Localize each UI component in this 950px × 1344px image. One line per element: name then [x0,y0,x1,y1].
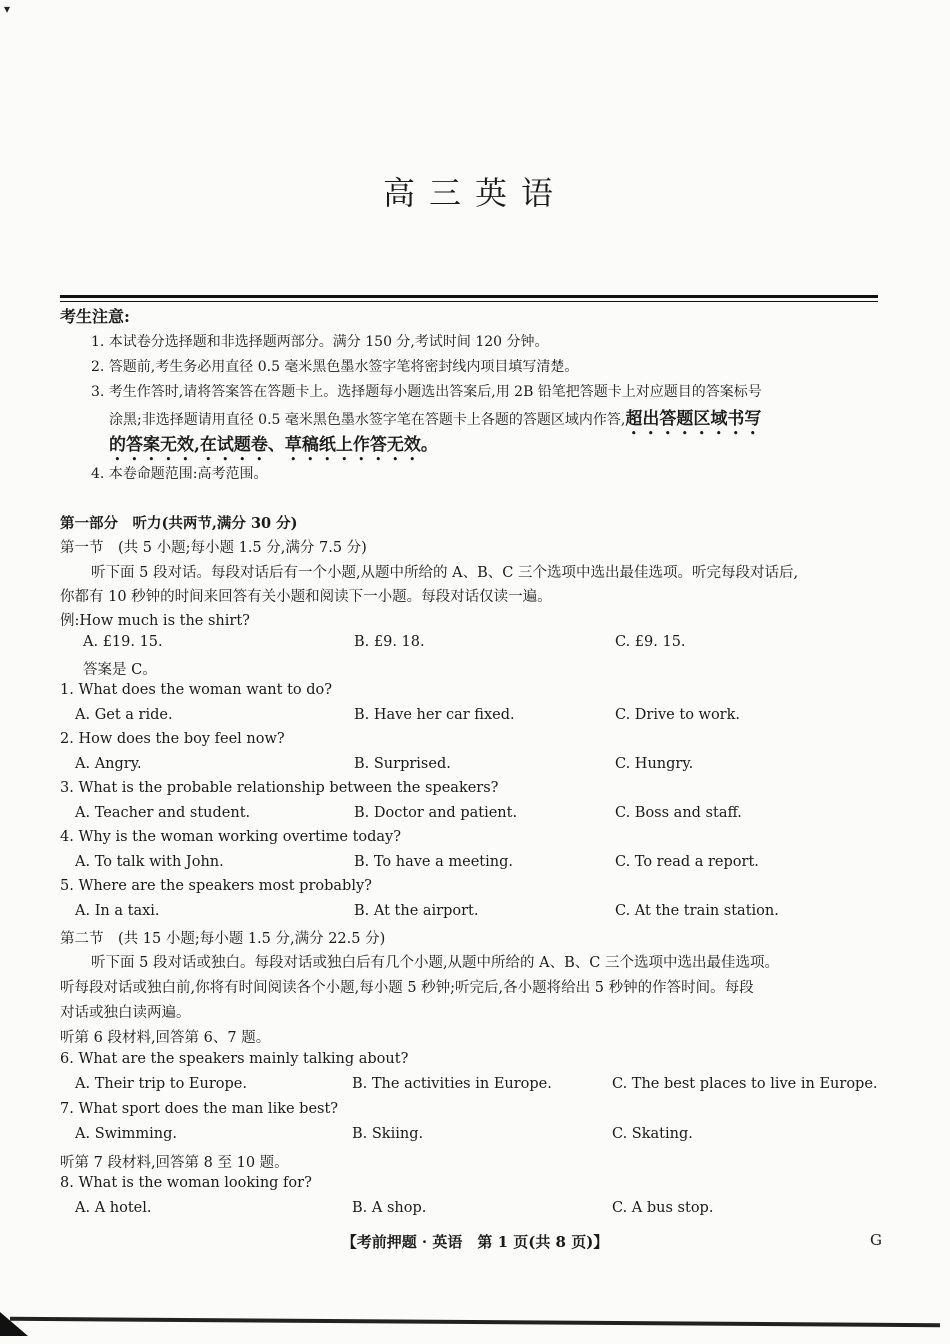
example-option-a: A. £19. 15. [83,634,163,650]
question-1-option-b: B. Have her car fixed. [354,707,515,723]
question-5-option-c: C. At the train station. [615,903,779,919]
section1-instruction-2: 你都有 10 秒钟的时间来回答有关小题和阅读下一小题。每段对话仅读一遍。 [60,589,552,605]
question-6: 6. What are the speakers mainly talking about? [60,1051,409,1067]
question-7-option-a: A. Swimming. [75,1126,178,1142]
section2-instruction-3: 对话或独白读两遍。 [60,1005,191,1021]
question-1-option-a: A. Get a ride. [75,707,173,723]
header-rule-thick [60,295,878,298]
question-4-option-c: C. To read a report. [615,854,759,870]
question-1-option-c: C. Drive to work. [615,707,741,723]
section2-heading: 第二节 (共 15 小题;每小题 1.5 分,满分 22.5 分) [60,931,386,947]
example-option-c: C. £9. 15. [615,634,686,650]
paper-code: G [870,1231,882,1249]
question-2: 2. How does the boy feel now? [60,731,285,747]
question-4: 4. Why is the woman working overtime today? [60,829,402,845]
question-4-option-b: B. To have a meeting. [354,854,513,870]
notice-item-3-text: 涂黑;非选择题请用直径 0.5 毫米黑色墨水签字笔在答题卡上各题的答题区域内作答, [109,412,626,428]
notice-heading: 考生注意: [60,307,130,326]
notice-item-4: 4. 本卷命题范围:高考范围。 [91,466,268,482]
question-3-option-c: C. Boss and staff. [615,805,742,821]
question-3-option-b: B. Doctor and patient. [354,805,518,821]
question-7-option-c: C. Skating. [612,1126,693,1142]
question-4-option-a: A. To talk with John. [75,854,224,870]
question-3-option-a: A. Teacher and student. [75,805,251,821]
question-6-option-c: C. The best places to live in Europe. [612,1076,878,1092]
scan-edge-line [10,1317,940,1327]
question-2-option-a: A. Angry. [75,756,142,772]
question-8: 8. What is the woman looking for? [60,1175,312,1191]
question-5: 5. Where are the speakers most probably? [60,878,372,894]
question-7: 7. What sport does the man like best? [60,1101,339,1117]
scan-corner [0,1312,28,1336]
section2-instruction-1: 听下面 5 段对话或独白。每段对话或独白后有几个小题,从题中所给的 A、B、C 三个选项中选出最佳选项。 [91,955,779,971]
notice-emphasis-2: 的答案无效,在试题卷、草稿纸上作答无效。 [109,435,438,455]
part1-heading: 第一部分 听力(共两节,满分 30 分) [60,515,298,532]
example-answer: 答案是 C。 [83,662,157,678]
question-5-option-a: A. In a taxi. [75,903,160,919]
section1-heading: 第一节 (共 5 小题;每小题 1.5 分,满分 7.5 分) [60,540,367,556]
material-6-prompt: 听第 6 段材料,回答第 6、7 题。 [60,1030,271,1046]
notice-item-3-line-1: 3. 考生作答时,请将答案答在答题卡上。选择题每小题选出答案后,用 2B 铅笔把答题卡上对应题目的答案标号 [91,384,762,400]
page-title: 高三英语 [382,174,567,212]
question-8-option-b: B. A shop. [352,1200,427,1216]
question-3: 3. What is the probable relationship between the speakers? [60,780,499,796]
question-1: 1. What does the woman want to do? [60,682,333,698]
question-6-option-b: B. The activities in Europe. [352,1076,552,1092]
question-8-option-a: A. A hotel. [75,1200,152,1216]
notice-emphasis-1: 超出答题区域书写 [625,409,762,429]
example-question: 例:How much is the shirt? [60,613,250,629]
corner-mark: ▾ [4,2,11,16]
page-footer: 【考前押题 · 英语 第 1 页(共 8 页)】 [341,1233,609,1251]
question-5-option-b: B. At the airport. [354,903,479,919]
material-7-prompt: 听第 7 段材料,回答第 8 至 10 题。 [60,1155,289,1171]
question-6-option-a: A. Their trip to Europe. [75,1076,247,1092]
header-rule-thin [60,301,878,302]
question-2-option-c: C. Hungry. [615,756,694,772]
example-option-b: B. £9. 18. [354,634,425,650]
notice-item-1: 1. 本试卷分选择题和非选择题两部分。满分 150 分,考试时间 120 分钟。 [91,334,549,350]
question-2-option-b: B. Surprised. [354,756,451,772]
question-7-option-b: B. Skiing. [352,1126,424,1142]
notice-item-2: 2. 答题前,考生务必用直径 0.5 毫米黑色墨水签字笔将密封线内项目填写清楚。 [91,359,579,375]
section1-instruction-1: 听下面 5 段对话。每段对话后有一个小题,从题中所给的 A、B、C 三个选项中选出最佳选项。听完每段对话后, [91,565,799,581]
section2-instruction-2: 听每段对话或独白前,你将有时间阅读各个小题,每小题 5 秒钟;听完后,各小题将给出 5 秒钟的作答时间。每段 [60,980,754,996]
question-8-option-c: C. A bus stop. [612,1200,714,1216]
